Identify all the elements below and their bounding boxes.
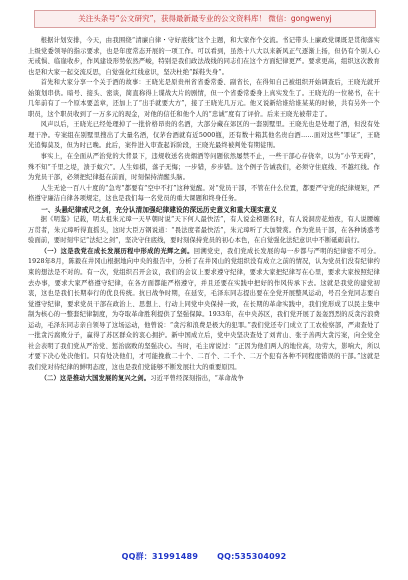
intro-paragraph-3: 风声以后，王晓光已经处理掉了一批价格昂贵的名酒，大部分藏在郊区的一套别墅里。王晓光也是处理了酒，但没有处理干净。专案组在别墅里搜出了大量名酒，仅茅台酒就有近5000瓶，还有数十箱其他名贵白酒……面对这些“罪证”，王晓光追悔莫及，但为时已晚。此后，案件进入审查起诉阶段，王晓光最终被判处有期徒刑。 <box>28 121 380 150</box>
section-1-heading: 一、头悬纪律戒尺之剑，充分认清加强纪律建设的深远历史意义和重大现实意义 <box>41 205 278 214</box>
subsection-2-title: （二）这是推动大国发展的复兴之剑。 <box>40 374 151 382</box>
subsection-1-text: 回溯党史，我们党成长发展的每一步都与严明的纪律密不可分。1928年8月，陈毅在井冈山根据地向中央的报告中，分析了在井冈山的党组织没有成立之前的情况，认为党员们没有纪律约束的想法是不对的。有一次，党组织召开会议，我们的会议上要求遵守纪律，要求大家把纪律写在心里，要求大家按照纪律去办事，要求大家严格遵守纪律，在各方面都能严格遵守，并且还要在实践中把好的作风传承下去。这就是我党的建党初衷，这也是我们长期奉行的优良传统。抗日战争时期，在延安，毛泽东同志提出要在全党开展整风运动，号召全党同志要自觉遵守纪律，要求党员干部在政治上、思想上、行动上同党中央保持一致，在长期的革命实践中，我们党形成了以民主集中制为核心的一整套纪律制度，为夺取革命胜利提供了坚强保障。1933年，在中央苏区，我们党开展了轰轰烈烈的反贪污浪费运动，毛泽东同志亲自领导了这场运动，他曾说：“贪污和浪费是极大的犯罪。”我们党还专门成立了工农检察部，严肃查处了一批贪污腐败分子，赢得了苏区群众的衷心拥护。新中国成立后，党中央坚决查处了刘青山、张子善两大贪污案，向全党全社会表明了我们党从严治党、惩治腐败的坚强决心。当时，毛主席说过：“正因为他们两人的地位高，功劳大，影响大，所以才要下决心处决他们。只有处决他们，才可能挽救二十个、二百个、二千个、二万个犯有各种不同程度错误的干部。”这就是我们党对待纪律的鲜明态度，这也是我们党能够不断发展壮大的重要原因。 <box>28 247 380 371</box>
subsection-1 <box>28 247 380 374</box>
intro-paragraph-5: 人生无论一百八十度的“急弯”都要有“空中不打”这种觉醒。对“党员干部，不管在什么位置，都要严守党的纪律规矩，严格遵守廉洁自律各项规定，这也是我们每一名党员的重大课题和终身任务。 <box>28 184 380 203</box>
document-body <box>28 36 380 541</box>
intro-paragraph-1: 根据计划安排，今天，由我围绕“清廉自律・守好底线”这个主题，和大家作个交流。书记带头上廉政党课既是贯彻落实上级党委领导的指示要求，也是年度常态开展的一项工作。可以看到，虽然十八大以来新风正气逐渐上扬，但仍有个别人心无戒惧、临崖收步，作风建设形势依然严峻，特别是我们政法战线的同志们在这个方面纪律更严。要求更高，组织这次教育也是和大家一起交流反思，自觉强化红线意识，坚决杜绝“踩鞋失身”。 <box>28 37 380 76</box>
intro-paragraph-2: 首先和大家分享一个关于酒的故事：王晓光是原贵州省省委常委、副省长，在得知自己被组织开始调查后，王晓光就开始策划串供。暗号、接头、密谈，简直称得上谍战大片的剧情，但一个省委常委身上真实发生了。王晓光的一位秘书，在十几年前有了一个原本要盖章，还加上了“出手就要大方”，接了王晓光几万元。他又说新给谁给谁某某的时候，共有另外一个职员，这个职员收到了一万多元的现金，对他的信任和他个人的“忠诚”度有了评价。后来王晓光被带走了。 <box>28 79 380 118</box>
header-banner: 关注头条号“公文研究”，获得最新最专业的公文资料库！ 微信：gongwenyj <box>34 10 376 28</box>
footer-contact <box>0 551 408 562</box>
intro-paragraph-4: 事实上，在全面从严治党的大背景下，违规收送名贵烟酒等问题依然屡禁不止，一些干部心存侥幸，以为“小节无碍”，殊不知“千里之堤，溃于蚁穴”。人生如棋，落子无悔；一步错，步步错。这个例子告诫我们，必须守住底线、不越红线。作为党员干部，必须把纪律挺在前面，时刻保持清醒头脑。 <box>28 153 380 182</box>
subsection-2 <box>28 374 380 385</box>
section-1-paragraph: 据《明鉴》记载，明太祖朱元璋一天早朝时说“天下何人最快活”，有人说金榜题名时，有人说洞房花烛夜，有人说腰缠万贯者，朱元璋听得直摇头，这时大臣万钢说道：“畏法度者最快活”，朱元璋听了大加赞赏。作为党员干部，在各种诱惑考验面前，要时刻牢记“法纪之剑”，坚决守住底线，要时刻保持党员的初心本色，在自觉强化法纪意识中不断砥砺前行。 <box>28 216 380 245</box>
footer-qq: QQ:535304092 <box>217 552 287 561</box>
footer-qq-group: QQ群：31991489 <box>121 552 199 561</box>
subsection-2-text: 习近平曾经深刻指出，“革命战争 <box>150 374 244 382</box>
subsection-1-title: （一）这是我党在成长发展历程中形成的光辉之剑。 <box>40 247 194 255</box>
